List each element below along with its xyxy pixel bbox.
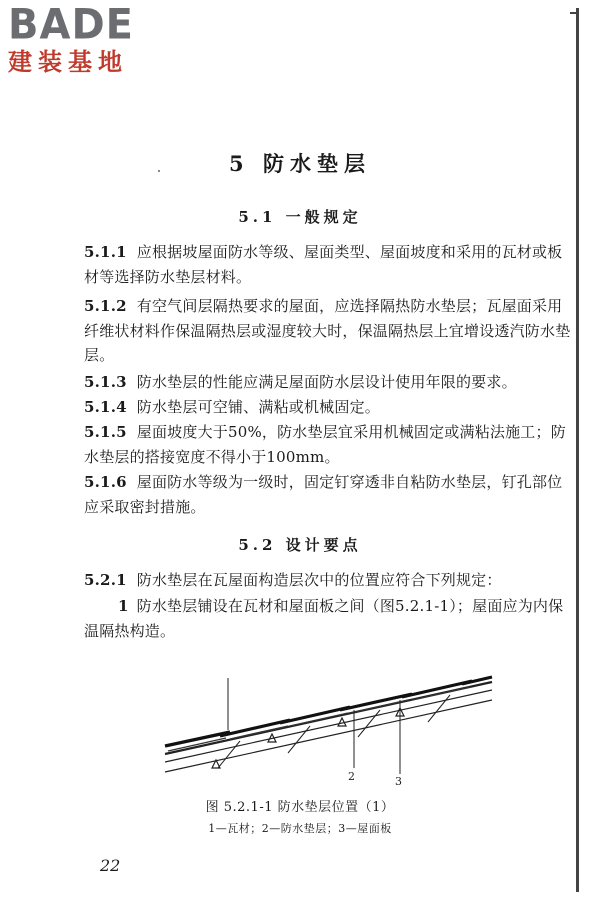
page-edge-tick xyxy=(570,12,578,14)
clause-number: 5.2.1 xyxy=(84,571,127,589)
roof-section-drawing xyxy=(150,650,500,790)
paragraph-5-1-5 xyxy=(84,420,572,469)
logo-brand: BADE xyxy=(8,0,134,50)
figure-caption: 图 5.2.1-1 防水垫层位置（1） xyxy=(205,800,395,815)
page-edge-line xyxy=(576,8,579,892)
paragraph-5-2-1-item-1 xyxy=(84,594,572,643)
clause-text: 应根据坡屋面防水等级、屋面类型、屋面坡度和采用的瓦材或板材等选择防水垫层材料。 xyxy=(84,243,563,286)
paragraph-5-1-1 xyxy=(84,240,572,289)
clause-text: 防水垫层的性能应满足屋面防水层设计使用年限的要求。 xyxy=(136,373,517,391)
clause-text: 有空气间层隔热要求的屋面，应选择隔热防水垫层；瓦屋面采用纤维状材料作保温隔热层或湿度较大时，保温隔热层上宜增设透汽防水垫层。 xyxy=(84,297,571,364)
clause-number: 5.1.2 xyxy=(84,297,127,315)
clause-number: 5.1.3 xyxy=(84,373,127,391)
section-title-5-2: 5.2 设计要点 xyxy=(238,536,362,554)
clause-text: 防水垫层可空铺、满粘或机械固定。 xyxy=(136,398,380,416)
logo-subtitle: 建装基地 xyxy=(8,48,128,76)
paragraph-5-1-3 xyxy=(84,370,572,395)
clause-text: 屋面坡度大于50%，防水垫层宜采用机械固定或满粘法施工；防水垫层的搭接宽度不得小于100mm。 xyxy=(84,423,566,466)
paragraph-5-1-4 xyxy=(84,395,572,420)
item-text: 防水垫层铺设在瓦材和屋面板之间（图5.2.1-1）；屋面应为内保温隔热构造。 xyxy=(84,597,564,640)
figure-legend: 1—瓦材；2—防水垫层；3—屋面板 xyxy=(208,822,392,835)
figure-label-3: 3 xyxy=(395,775,402,788)
item-number: 1 xyxy=(118,597,129,615)
clause-number: 5.1.6 xyxy=(84,473,127,491)
paragraph-5-1-2 xyxy=(84,294,572,368)
clause-number: 5.1.5 xyxy=(84,423,127,441)
chapter-title: 5 防水垫层 xyxy=(229,151,371,176)
clause-text: 屋面防水等级为一级时，固定钉穿透非自粘防水垫层，钉孔部位应采取密封措施。 xyxy=(84,473,563,516)
paragraph-5-1-6 xyxy=(84,470,572,519)
page-number: 22 xyxy=(100,856,121,875)
figure-label-2: 2 xyxy=(348,770,355,783)
clause-number: 5.1.1 xyxy=(84,243,127,261)
logo xyxy=(8,0,178,76)
section-title-5-1: 5.1 一般规定 xyxy=(238,208,362,226)
clause-number: 5.1.4 xyxy=(84,398,127,416)
paragraph-5-2-1 xyxy=(84,568,572,593)
clause-text: 防水垫层在瓦屋面构造层次中的位置应符合下列规定： xyxy=(136,571,502,589)
